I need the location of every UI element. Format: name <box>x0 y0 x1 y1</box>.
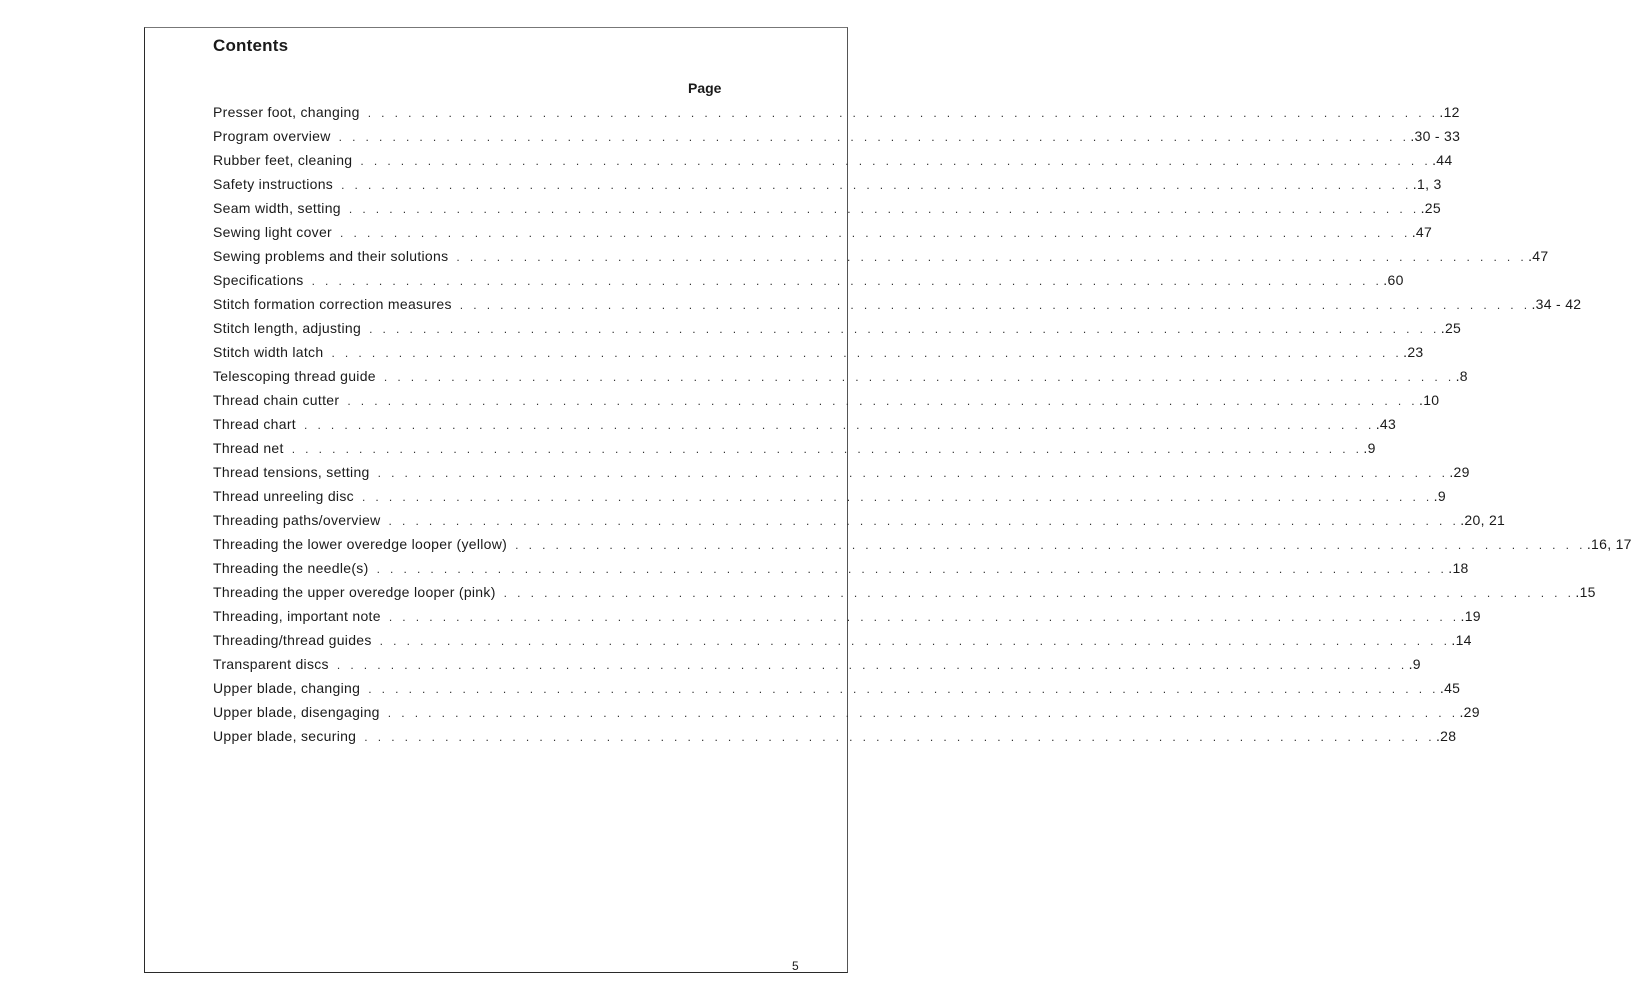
toc-entry <box>213 126 1461 150</box>
toc-entry-page: .9 <box>1363 440 1376 456</box>
toc-entry-label: Presser foot, changing <box>213 104 360 120</box>
toc-entry-label: Safety instructions <box>213 176 334 192</box>
toc-dot-leader: . . . . . . . . . . . . . . . . . . . . . . . . . . . . . . . . . . . . . . . . . . . . . . . . . . . . . . . . . . . . . . . . . . . . . . . . . . . . . . . . <box>369 322 1440 336</box>
footer-page-number: 5 <box>792 959 799 973</box>
toc-entry-label: Threading/thread guides <box>213 632 372 648</box>
toc-entry-page: .28 <box>1435 728 1457 744</box>
toc-entry-page: .45 <box>1439 680 1461 696</box>
toc-entry <box>213 630 1472 654</box>
toc-entry-label: Threading the lower overedge looper (yellow) <box>213 536 508 552</box>
toc-entry-label: Stitch length, adjusting <box>213 320 362 336</box>
toc-entry <box>213 486 1446 510</box>
toc-dot-leader: . . . . . . . . . . . . . . . . . . . . . . . . . . . . . . . . . . . . . . . . . . . . . . . . . . . . . . . . . . . . . . . . . . . . . . . . . . . . . . . . <box>503 586 1575 600</box>
toc-entry <box>213 198 1441 222</box>
toc-entry-page: .8 <box>1455 368 1468 384</box>
toc-entry-page: .9 <box>1433 488 1446 504</box>
toc-dot-leader: . . . . . . . . . . . . . . . . . . . . . . . . . . . . . . . . . . . . . . . . . . . . . . . . . . . . . . . . . . . . . . . . . . . . . . . . . . . . . . . . <box>341 178 1412 192</box>
toc-dot-leader: . . . . . . . . . . . . . . . . . . . . . . . . . . . . . . . . . . . . . . . . . . . . . . . . . . . . . . . . . . . . . . . . . . . . . . . . . . . . . . . . <box>388 610 1460 624</box>
toc-entry-page: .12 <box>1439 104 1460 120</box>
toc-entry <box>213 222 1433 246</box>
toc-dot-leader: . . . . . . . . . . . . . . . . . . . . . . . . . . . . . . . . . . . . . . . . . . . . . . . . . . . . . . . . . . . . . . . . . . . . . . . . . . . . . . . . <box>368 682 1439 696</box>
toc-entry <box>213 606 1481 630</box>
toc-entry-page: .15 <box>1575 584 1596 600</box>
toc-entry-label: Sewing light cover <box>213 224 333 240</box>
toc-entry <box>213 102 1460 126</box>
toc-dot-leader: . . . . . . . . . . . . . . . . . . . . . . . . . . . . . . . . . . . . . . . . . . . . . . . . . . . . . . . . . . . . . . . . . . . . . . . . . . . . . . . . <box>456 250 1528 264</box>
toc-dot-leader: . . . . . . . . . . . . . . . . . . . . . . . . . . . . . . . . . . . . . . . . . . . . . . . . . . . . . . . . . . . . . . . . . . . . . . . . . . . . . . . . <box>377 466 1449 480</box>
toc-entry-label: Thread unreeling disc <box>213 488 354 504</box>
toc-entry-label: Thread tensions, setting <box>213 464 370 480</box>
toc-dot-leader: . . . . . . . . . . . . . . . . . . . . . . . . . . . . . . . . . . . . . . . . . . . . . . . . . . . . . . . . . . . . . . . . . . . . . . . . . . . . . . . . <box>383 370 1455 384</box>
toc-entry-page: .25 <box>1440 320 1462 336</box>
toc-entry-page: .25 <box>1420 200 1441 216</box>
toc-entry-label: Seam width, setting <box>213 200 341 216</box>
toc-entry-page: .9 <box>1408 656 1421 672</box>
toc-entry-page: .60 <box>1383 272 1404 288</box>
toc-dot-leader: . . . . . . . . . . . . . . . . . . . . . . . . . . . . . . . . . . . . . . . . . . . . . . . . . . . . . . . . . . . . . . . . . . . . . . . . . . . . . . . . <box>388 514 1460 528</box>
toc-entry-label: Upper blade, disengaging <box>213 704 380 720</box>
toc-entry-label: Thread chart <box>213 416 296 432</box>
toc-entry-label: Thread net <box>213 440 284 456</box>
toc-entry-label: Threading, important note <box>213 608 381 624</box>
toc-entry-page: .34 - 42 <box>1531 296 1582 312</box>
toc-entry <box>213 702 1480 726</box>
toc-entry <box>213 654 1421 678</box>
contents-title: Contents <box>213 36 289 55</box>
toc-entry-page: .29 <box>1449 464 1470 480</box>
toc-entry-label: Thread chain cutter <box>213 392 340 408</box>
toc-entry-label: Upper blade, securing <box>213 728 357 744</box>
toc-dot-leader: . . . . . . . . . . . . . . . . . . . . . . . . . . . . . . . . . . . . . . . . . . . . . . . . . . . . . . . . . . . . . . . . . . . . . . . . . . . . . . . . <box>340 226 1411 240</box>
toc-entry-page: .30 - 33 <box>1410 128 1461 144</box>
toc-entry-page: .29 <box>1459 704 1480 720</box>
toc-entry-label: Specifications <box>213 272 304 288</box>
toc-dot-leader: . . . . . . . . . . . . . . . . . . . . . . . . . . . . . . . . . . . . . . . . . . . . . . . . . . . . . . . . . . . . . . . . . . . . . . . . . . . . . . . . <box>291 442 1363 456</box>
toc-entry-page: .14 <box>1451 632 1472 648</box>
page-column-heading: Page <box>688 80 722 96</box>
toc-entry <box>213 510 1506 534</box>
toc-entry-label: Telescoping thread guide <box>213 368 376 384</box>
toc-entry <box>213 366 1468 390</box>
toc-entry-label: Upper blade, changing <box>213 680 361 696</box>
toc-entry <box>213 342 1424 366</box>
toc-dot-leader: . . . . . . . . . . . . . . . . . . . . . . . . . . . . . . . . . . . . . . . . . . . . . . . . . . . . . . . . . . . . . . . . . . . . . . . . . . . . . . . . <box>387 706 1459 720</box>
toc-entry-label: Program overview <box>213 128 331 144</box>
toc-entry-label: Rubber feet, cleaning <box>213 152 353 168</box>
toc-entry <box>213 678 1461 702</box>
toc-entry <box>213 582 1596 606</box>
toc-dot-leader: . . . . . . . . . . . . . . . . . . . . . . . . . . . . . . . . . . . . . . . . . . . . . . . . . . . . . . . . . . . . . . . . . . . . . . . . . . . . . . . . <box>347 394 1419 408</box>
toc-entry-label: Sewing problems and their solutions <box>213 248 449 264</box>
toc-dot-leader: . . . . . . . . . . . . . . . . . . . . . . . . . . . . . . . . . . . . . . . . . . . . . . . . . . . . . . . . . . . . . . . . . . . . . . . . . . . . . . . . <box>379 634 1451 648</box>
toc-dot-leader: . . . . . . . . . . . . . . . . . . . . . . . . . . . . . . . . . . . . . . . . . . . . . . . . . . . . . . . . . . . . . . . . . . . . . . . . . . . . . . . . <box>360 154 1432 168</box>
toc-entry <box>213 414 1397 438</box>
toc-entry <box>213 534 1632 558</box>
toc-entry-label: Stitch width latch <box>213 344 324 360</box>
toc-entry-page: .18 <box>1448 560 1469 576</box>
toc-dot-leader: . . . . . . . . . . . . . . . . . . . . . . . . . . . . . . . . . . . . . . . . . . . . . . . . . . . . . . . . . . . . . . . . . . . . . . . . . . . . . . . . <box>348 202 1420 216</box>
toc-entry <box>213 462 1470 486</box>
toc-entry-page: .23 <box>1403 344 1424 360</box>
toc-entry <box>213 318 1462 342</box>
toc-entry-page: .47 <box>1528 248 1549 264</box>
toc-dot-leader: . . . . . . . . . . . . . . . . . . . . . . . . . . . . . . . . . . . . . . . . . . . . . . . . . . . . . . . . . . . . . . . . . . . . . . . . . . . . . . . . <box>303 418 1375 432</box>
toc-dot-leader: . . . . . . . . . . . . . . . . . . . . . . . . . . . . . . . . . . . . . . . . . . . . . . . . . . . . . . . . . . . . . . . . . . . . . . . . . . . . . . . . <box>367 106 1439 120</box>
toc-entry-page: .1, 3 <box>1412 176 1442 192</box>
toc-dot-leader: . . . . . . . . . . . . . . . . . . . . . . . . . . . . . . . . . . . . . . . . . . . . . . . . . . . . . . . . . . . . . . . . . . . . . . . . . . . . . . . . <box>338 130 1410 144</box>
toc-entry-label: Threading the upper overedge looper (pink) <box>213 584 496 600</box>
toc-entry-page: .20, 21 <box>1460 512 1506 528</box>
toc-entry <box>213 294 1582 318</box>
toc-entry-page: .19 <box>1460 608 1481 624</box>
toc-entry-page: .44 <box>1432 152 1453 168</box>
table-of-contents <box>213 102 1632 750</box>
toc-entry-label: Threading the needle(s) <box>213 560 369 576</box>
toc-entry <box>213 438 1376 462</box>
toc-entry <box>213 558 1469 582</box>
toc-entry-page: .47 <box>1411 224 1433 240</box>
toc-entry <box>213 150 1453 174</box>
toc-dot-leader: . . . . . . . . . . . . . . . . . . . . . . . . . . . . . . . . . . . . . . . . . . . . . . . . . . . . . . . . . . . . . . . . . . . . . . . . . . . . . . . . <box>311 274 1383 288</box>
toc-entry <box>213 270 1404 294</box>
toc-entry-label: Transparent discs <box>213 656 329 672</box>
toc-dot-leader: . . . . . . . . . . . . . . . . . . . . . . . . . . . . . . . . . . . . . . . . . . . . . . . . . . . . . . . . . . . . . . . . . . . . . . . . . . . . . . . . <box>515 538 1586 552</box>
toc-entry <box>213 726 1457 750</box>
toc-entry-page: .43 <box>1375 416 1397 432</box>
toc-entry <box>213 246 1549 270</box>
toc-entry-label: Threading paths/overview <box>213 512 381 528</box>
toc-entry-label: Stitch formation correction measures <box>213 296 452 312</box>
toc-entry <box>213 390 1440 414</box>
toc-dot-leader: . . . . . . . . . . . . . . . . . . . . . . . . . . . . . . . . . . . . . . . . . . . . . . . . . . . . . . . . . . . . . . . . . . . . . . . . . . . . . . . . <box>336 658 1408 672</box>
toc-dot-leader: . . . . . . . . . . . . . . . . . . . . . . . . . . . . . . . . . . . . . . . . . . . . . . . . . . . . . . . . . . . . . . . . . . . . . . . . . . . . . . . . <box>376 562 1448 576</box>
toc-dot-leader: . . . . . . . . . . . . . . . . . . . . . . . . . . . . . . . . . . . . . . . . . . . . . . . . . . . . . . . . . . . . . . . . . . . . . . . . . . . . . . . . <box>364 730 1435 744</box>
toc-entry-page: .16, 17 <box>1586 536 1632 552</box>
toc-dot-leader: . . . . . . . . . . . . . . . . . . . . . . . . . . . . . . . . . . . . . . . . . . . . . . . . . . . . . . . . . . . . . . . . . . . . . . . . . . . . . . . . <box>459 298 1531 312</box>
toc-dot-leader: . . . . . . . . . . . . . . . . . . . . . . . . . . . . . . . . . . . . . . . . . . . . . . . . . . . . . . . . . . . . . . . . . . . . . . . . . . . . . . . . <box>331 346 1403 360</box>
toc-entry-page: .10 <box>1419 392 1440 408</box>
toc-entry <box>213 174 1442 198</box>
toc-dot-leader: . . . . . . . . . . . . . . . . . . . . . . . . . . . . . . . . . . . . . . . . . . . . . . . . . . . . . . . . . . . . . . . . . . . . . . . . . . . . . . . . <box>361 490 1433 504</box>
